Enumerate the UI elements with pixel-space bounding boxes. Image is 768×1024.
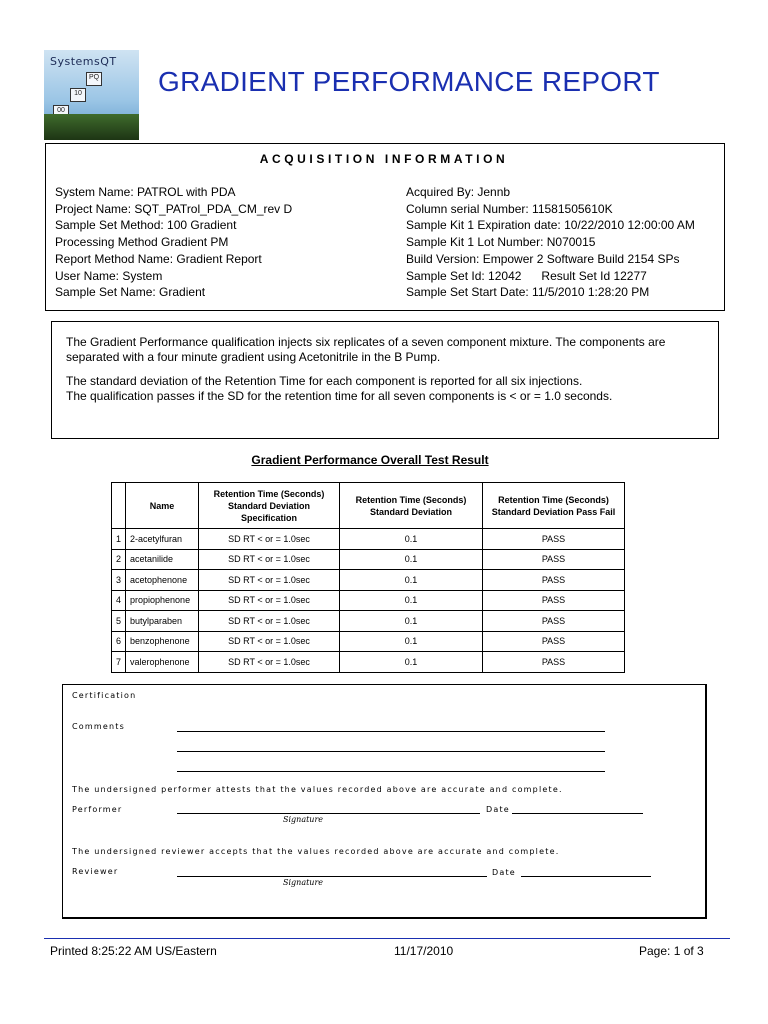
footer-rule	[44, 938, 730, 939]
row-index: 4	[112, 590, 126, 611]
performer-label: Performer	[72, 805, 123, 814]
header-index	[112, 483, 126, 529]
reviewer-label: Reviewer	[72, 867, 119, 876]
sample-kit-expiration: Sample Kit 1 Expiration date: 10/22/2010 12:00:00 AM	[406, 218, 695, 233]
results-table-title: Gradient Performance Overall Test Result	[251, 453, 489, 467]
footer-page: Page: 1 of 3	[639, 944, 704, 958]
row-spec: SD RT < or = 1.0sec	[199, 529, 340, 550]
row-pass-fail: PASS	[483, 549, 625, 570]
reviewer-signature-line[interactable]	[177, 876, 487, 877]
performer-signature-caption: Signature	[283, 815, 324, 824]
processing-method: Processing Method Gradient PM	[55, 235, 229, 250]
acquisition-left-column	[55, 184, 292, 301]
row-pass-fail: PASS	[483, 590, 625, 611]
row-name: valerophenone	[126, 652, 199, 673]
sample-set-start-date: Sample Set Start Date: 11/5/2010 1:28:20 PM	[406, 285, 650, 300]
row-index: 2	[112, 549, 126, 570]
reviewer-signature-caption: Signature	[283, 878, 324, 887]
table-row	[112, 631, 625, 652]
comments-line-2[interactable]	[177, 751, 605, 752]
logo-box-00: 00	[53, 105, 69, 119]
header-name: Name	[126, 483, 199, 529]
user-name: User Name: System	[55, 268, 163, 283]
row-sd: 0.1	[340, 529, 483, 550]
row-sd: 0.1	[340, 652, 483, 673]
row-index: 5	[112, 611, 126, 632]
table-row	[112, 652, 625, 673]
description-text	[66, 335, 716, 403]
row-index: 3	[112, 570, 126, 591]
system-name: System Name: PATROL with PDA	[55, 185, 236, 199]
row-index: 1	[112, 529, 126, 550]
report-title: GRADIENT PERFORMANCE REPORT	[158, 66, 660, 97]
row-name: acetanilide	[126, 549, 199, 570]
report-method-name: Report Method Name: Gradient Report	[55, 251, 262, 266]
header-pass-fail: Retention Time (Seconds) Standard Deviation Pass Fail	[483, 483, 625, 529]
project-name: Project Name: SQT_PATrol_PDA_CM_rev D	[55, 201, 293, 216]
results-table	[111, 482, 625, 673]
certification-heading: Certification	[72, 691, 137, 700]
row-spec: SD RT < or = 1.0sec	[199, 549, 340, 570]
column-serial-number: Column serial Number: 11581505610K	[406, 201, 613, 216]
build-version: Build Version: Empower 2 Software Build 2154 SPs	[406, 251, 680, 266]
result-set-id: Result Set Id 12277	[541, 268, 647, 283]
row-index: 6	[112, 631, 126, 652]
table-row	[112, 570, 625, 591]
footer-printed: Printed 8:25:22 AM US/Eastern	[50, 944, 217, 958]
row-sd: 0.1	[340, 590, 483, 611]
header-spec: Retention Time (Seconds) Standard Deviation Specification	[199, 483, 340, 529]
row-spec: SD RT < or = 1.0sec	[199, 631, 340, 652]
row-sd: 0.1	[340, 631, 483, 652]
row-name: 2-acetylfuran	[126, 529, 199, 550]
table-row	[112, 590, 625, 611]
performer-signature-line[interactable]	[177, 813, 480, 814]
results-header-row	[112, 483, 625, 529]
reviewer-attestation: The undersigned reviewer accepts that the values recorded above are accurate and complete.	[72, 847, 560, 856]
row-index: 7	[112, 652, 126, 673]
performer-date-label: Date	[486, 805, 510, 814]
sample-kit-lot-number: Sample Kit 1 Lot Number: N070015	[406, 235, 596, 250]
row-spec: SD RT < or = 1.0sec	[199, 652, 340, 673]
comments-label: Comments	[72, 722, 125, 731]
certification-panel	[62, 684, 707, 919]
logo-box-pq: PQ	[86, 72, 102, 86]
sample-set-method: Sample Set Method: 100 Gradient	[55, 218, 237, 233]
row-pass-fail: PASS	[483, 611, 625, 632]
row-spec: SD RT < or = 1.0sec	[199, 611, 340, 632]
comments-line-1[interactable]	[177, 731, 605, 732]
comments-line-3[interactable]	[177, 771, 605, 772]
row-sd: 0.1	[340, 570, 483, 591]
acquisition-heading: ACQUISITION INFORMATION	[259, 152, 509, 166]
systemsqt-logo	[44, 50, 139, 140]
row-spec: SD RT < or = 1.0sec	[199, 590, 340, 611]
row-name: acetophenone	[126, 570, 199, 591]
logo-grass-icon	[44, 114, 139, 140]
row-name: butylparaben	[126, 611, 199, 632]
table-row	[112, 549, 625, 570]
row-pass-fail: PASS	[483, 570, 625, 591]
performer-date-line[interactable]	[512, 813, 643, 814]
footer-date: 11/17/2010	[394, 944, 454, 958]
performer-attestation: The undersigned performer attests that the values recorded above are accurate and complete.	[72, 785, 563, 794]
row-pass-fail: PASS	[483, 529, 625, 550]
row-spec: SD RT < or = 1.0sec	[199, 570, 340, 591]
sample-set-name: Sample Set Name: Gradient	[55, 285, 206, 300]
table-row	[112, 611, 625, 632]
description-paragraph-2a: The standard deviation of the Retention Time for each component is reported for all six injections.	[66, 374, 583, 388]
row-pass-fail: PASS	[483, 631, 625, 652]
reviewer-date-line[interactable]	[521, 876, 651, 877]
acquisition-right-column	[406, 184, 695, 301]
row-pass-fail: PASS	[483, 652, 625, 673]
reviewer-date-label: Date	[492, 868, 516, 877]
row-sd: 0.1	[340, 611, 483, 632]
logo-brand: SystemsQT	[50, 55, 117, 68]
logo-box-10: 10	[70, 88, 86, 102]
set-ids-row	[406, 268, 695, 285]
results-table-body	[112, 529, 625, 673]
row-name: benzophenone	[126, 631, 199, 652]
description-paragraph-1: The Gradient Performance qualification injects six replicates of a seven component mixture. The components are separated with a four minute gradient using Acetonitrile in the B Pump.	[66, 335, 666, 364]
header-sd: Retention Time (Seconds) Standard Deviation	[340, 483, 483, 529]
table-row	[112, 529, 625, 550]
acquired-by: Acquired By: Jennb	[406, 185, 511, 199]
row-name: propiophenone	[126, 590, 199, 611]
row-sd: 0.1	[340, 549, 483, 570]
description-paragraph-2b: The qualification passes if the SD for the retention time for all seven components is < or = 1.0 seconds.	[66, 388, 613, 403]
sample-set-id: Sample Set Id: 12042	[406, 268, 522, 283]
